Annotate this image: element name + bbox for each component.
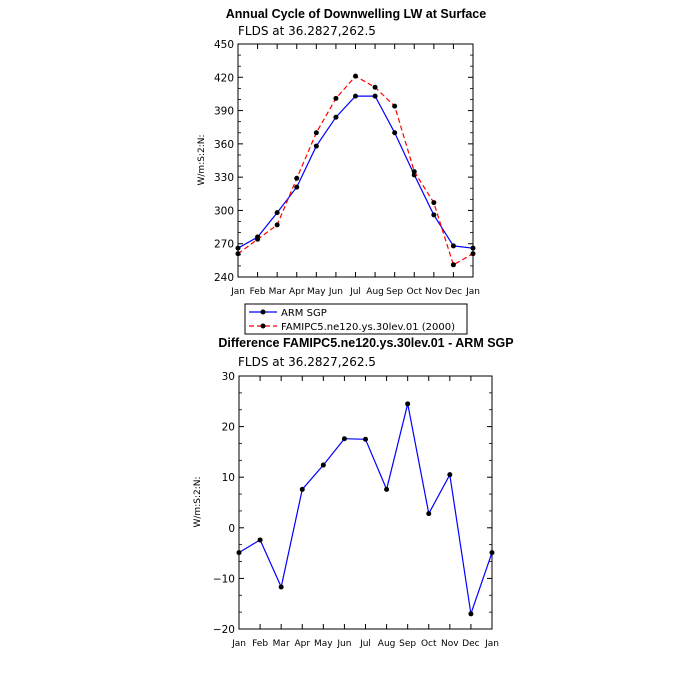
c2-xtick-label: Nov [441, 639, 459, 649]
c1-xtick-label: Nov [425, 287, 443, 297]
c2-series-0-point [468, 611, 473, 616]
c1-xtick-label: Mar [268, 287, 286, 297]
c1-xtick-label: Jul [350, 287, 361, 297]
chart2-title: Difference FAMIPC5.ne120.ys.30lev.01 - ARM SGP [218, 336, 514, 350]
c1-series-1-point [392, 104, 397, 109]
legend-label-arm-sgp: ARM SGP [281, 308, 327, 319]
chart1-legend [245, 304, 467, 334]
c2-xtick-label: Aug [377, 639, 396, 649]
c2-ytick-label: 10 [221, 472, 235, 485]
c2-xtick-label: Jul [360, 639, 371, 649]
c1-ytick-label: 420 [213, 72, 234, 85]
c2-series-0-point [405, 401, 410, 406]
c1-series-0-point [333, 115, 338, 120]
c1-series-0-point [431, 212, 436, 217]
chart2-subtitle: FLDS at 36.2827,262.5 [238, 355, 376, 369]
c2-xtick-label: Sep [399, 639, 417, 649]
chart1-plot-frame [238, 44, 473, 277]
c2-series-0-point [447, 472, 452, 477]
c1-series-1-point [471, 251, 476, 256]
c1-series-1-point [333, 96, 338, 101]
c1-series-0-point [275, 210, 280, 215]
c2-series-line-0 [239, 404, 492, 614]
legend-marker-arm-sgp [261, 310, 266, 315]
chart1-y-axis-label: W/m:S:2:N: [197, 134, 207, 186]
c2-series-0-point [258, 537, 263, 542]
c2-series-0-point [300, 487, 305, 492]
c1-ytick-label: 360 [213, 138, 234, 151]
c1-ytick-label: 390 [213, 105, 234, 118]
c1-ytick-label: 450 [213, 39, 234, 51]
c2-series-0-point [426, 511, 431, 516]
legend-label-famipc5: FAMIPC5.ne120.ys.30lev.01 (2000) [281, 322, 455, 333]
c2-xtick-label: Dec [462, 639, 480, 649]
c1-series-0-point [294, 185, 299, 190]
chart1-title: Annual Cycle of Downwelling LW at Surface [225, 7, 487, 21]
c2-series-0-point [363, 437, 368, 442]
c2-xtick-label: Feb [252, 639, 269, 649]
c2-ytick-label: −20 [212, 624, 235, 636]
c1-series-1-point [451, 262, 456, 267]
c2-ytick-label: 30 [221, 371, 235, 383]
c1-xtick-label: Jan [466, 287, 480, 297]
c1-series-0-point [471, 246, 476, 251]
c2-xtick-label: Jan [232, 639, 246, 649]
legend-marker-famipc5 [261, 324, 266, 329]
c1-series-1-point [412, 169, 417, 174]
c2-ytick-label: −10 [212, 573, 235, 586]
c1-series-line-0 [238, 96, 473, 248]
c1-ytick-label: 270 [213, 238, 234, 251]
c1-series-0-point [451, 243, 456, 248]
c1-series-1-point [373, 85, 378, 90]
chart2-y-axis-label: W/m:S:2:N: [193, 476, 203, 528]
c1-xtick-label: May [307, 287, 326, 297]
c2-series-0-point [321, 463, 326, 468]
chart1-subtitle: FLDS at 36.2827,262.5 [238, 24, 376, 38]
c1-series-1-point [294, 176, 299, 181]
c1-xtick-label: Oct [406, 287, 423, 297]
c2-xtick-label: Apr [294, 639, 311, 649]
c1-series-0-point [353, 94, 358, 99]
c2-series-0-point [279, 585, 284, 590]
c1-xtick-label: Jun [328, 287, 343, 297]
c1-xtick-label: Dec [444, 287, 463, 297]
c2-xtick-label: Mar [272, 639, 290, 649]
c1-series-line-1 [238, 76, 473, 265]
c1-xtick-label: Jan [231, 287, 245, 297]
c2-ytick-label: 20 [221, 421, 235, 434]
c1-xtick-label: Aug [366, 287, 384, 297]
c2-series-0-point [384, 487, 389, 492]
c1-series-1-point [431, 200, 436, 205]
c1-ytick-label: 330 [213, 172, 234, 185]
c1-series-1-point [236, 251, 241, 256]
difference-chart [193, 336, 514, 649]
c1-ytick-label: 300 [213, 205, 234, 218]
c1-series-0-point [392, 130, 397, 135]
c2-series-0-point [490, 550, 495, 555]
c1-series-0-point [314, 144, 319, 149]
c2-xtick-label: May [314, 639, 333, 649]
c1-series-1-point [353, 74, 358, 79]
c1-series-1-point [275, 222, 280, 227]
c1-xtick-label: Sep [386, 287, 404, 297]
c1-series-1-point [255, 237, 260, 242]
c1-series-0-point [236, 246, 241, 251]
c1-series-0-point [373, 94, 378, 99]
c2-series-0-point [342, 436, 347, 441]
c2-ytick-label: 0 [228, 522, 235, 535]
c2-xtick-label: Oct [420, 639, 437, 649]
c1-series-1-point [314, 130, 319, 135]
c1-ytick-label: 240 [213, 272, 234, 284]
c1-xtick-label: Apr [288, 287, 305, 297]
c2-xtick-label: Jan [485, 639, 499, 649]
c2-xtick-label: Jun [337, 639, 352, 649]
c1-xtick-label: Feb [249, 287, 266, 297]
annual-cycle-chart [197, 7, 486, 334]
c2-series-0-point [237, 550, 242, 555]
